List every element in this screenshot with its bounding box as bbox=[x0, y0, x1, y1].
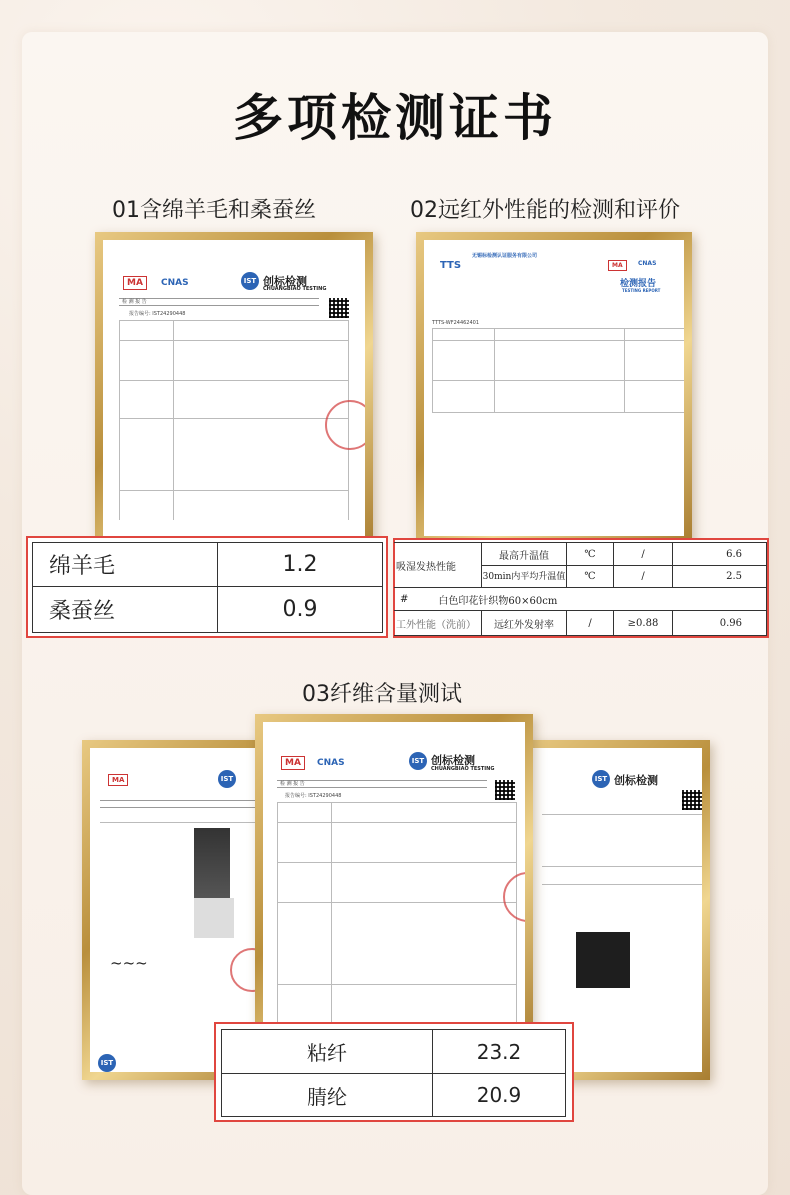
cert-label: 检测报告 bbox=[620, 279, 657, 289]
cnas-logo: CNAS bbox=[317, 758, 345, 768]
certificate-frame-1 bbox=[95, 232, 373, 550]
divider bbox=[331, 802, 332, 1022]
cert-number: TTTS-WF24462401 bbox=[432, 320, 480, 326]
table-cell-req: ≥0.88 bbox=[613, 610, 673, 636]
cnas-logo: CNAS bbox=[638, 260, 657, 267]
divider bbox=[432, 340, 684, 341]
tts-logo-icon: TTS bbox=[440, 260, 462, 271]
table-cell-value: 0.96 bbox=[672, 610, 767, 636]
row3-label: 工外性能（洗前） bbox=[394, 610, 482, 636]
section-title-01: 01含绵羊毛和桑蚕丝 bbox=[112, 198, 316, 223]
divider bbox=[100, 822, 270, 823]
report-header-bar bbox=[100, 800, 270, 808]
fiber-content-table bbox=[214, 1022, 574, 1122]
brand-name: 创标检测 bbox=[263, 275, 307, 288]
table-cell-unit: / bbox=[566, 610, 614, 636]
sample-photo bbox=[194, 898, 234, 938]
divider bbox=[277, 984, 517, 985]
ma-logo: MA bbox=[608, 260, 627, 271]
section-title-02: 02远红外性能的检测和评价 bbox=[410, 198, 680, 223]
divider bbox=[119, 320, 349, 321]
divider bbox=[119, 340, 349, 341]
divider bbox=[432, 328, 684, 329]
ma-logo: MA bbox=[281, 756, 305, 770]
wool-silk-table bbox=[26, 536, 388, 638]
table-cell-unit: ℃ bbox=[566, 542, 614, 566]
certificate-frame-2 bbox=[416, 232, 692, 544]
divider bbox=[542, 814, 702, 815]
certificate-document-1 bbox=[103, 240, 365, 542]
divider bbox=[542, 866, 702, 867]
divider bbox=[494, 328, 495, 412]
page-title: 多项检测证书 bbox=[233, 89, 557, 147]
cert-organization: 无锡标检测认证服务有限公司 bbox=[472, 253, 538, 259]
divider bbox=[119, 418, 349, 419]
divider bbox=[119, 490, 349, 491]
table-cell-req: / bbox=[613, 542, 673, 566]
divider bbox=[277, 802, 278, 1022]
report-header-bar: 检 测 报 告 bbox=[277, 780, 487, 788]
sample-prefix: # bbox=[400, 593, 409, 605]
group-label: 吸湿发热性能 bbox=[394, 542, 482, 588]
table-cell-label: 腈纶 bbox=[221, 1073, 433, 1117]
table-cell-req: / bbox=[613, 565, 673, 588]
divider bbox=[173, 320, 174, 520]
table-cell-item: 最高升温值 bbox=[481, 542, 567, 566]
table-cell-item: 30min内平均升温值 bbox=[481, 565, 567, 588]
cert-label-en: TESTING REPORT bbox=[622, 288, 661, 293]
fabric-sample-photo bbox=[576, 932, 630, 988]
brand-name-en: CHUANGBIAO TESTING bbox=[431, 766, 495, 772]
sample-photo bbox=[194, 828, 230, 898]
ist-logo-icon: IST bbox=[409, 752, 427, 770]
divider bbox=[432, 412, 684, 413]
certificate-document-2 bbox=[424, 240, 684, 536]
divider bbox=[119, 380, 349, 381]
ist-logo-icon: IST bbox=[241, 272, 259, 290]
table-cell-unit: ℃ bbox=[566, 565, 614, 588]
red-seal-stamp bbox=[325, 400, 365, 450]
divider bbox=[277, 802, 517, 803]
table-cell-value: 6.6 bbox=[672, 542, 767, 566]
red-seal-stamp bbox=[503, 872, 525, 922]
table-cell-label: 绵羊毛 bbox=[32, 542, 218, 587]
ist-logo-icon: IST bbox=[218, 770, 236, 788]
signature-image: ~~~ bbox=[110, 954, 148, 972]
ist-logo-icon: IST bbox=[98, 1054, 116, 1072]
cnas-logo: CNAS bbox=[161, 278, 189, 288]
divider bbox=[432, 380, 684, 381]
certificate-document-3b bbox=[263, 722, 525, 1046]
brand-name-en: CHUANGBIAO TESTING bbox=[263, 286, 327, 292]
table-cell-value: 23.2 bbox=[432, 1029, 566, 1074]
table-cell-value: 2.5 bbox=[672, 565, 767, 588]
report-number: 报告编号: IST24290448 bbox=[129, 311, 186, 317]
table-cell-label: 粘纤 bbox=[221, 1029, 433, 1074]
certificate-frame-3b bbox=[255, 714, 533, 1054]
brand-name: 创标检测 bbox=[614, 774, 658, 787]
report-number: 报告编号: IST24290448 bbox=[285, 793, 342, 799]
divider bbox=[277, 862, 517, 863]
sample-description: 白色印花针织物60×60cm bbox=[438, 595, 558, 607]
table-cell-value: 1.2 bbox=[217, 542, 383, 587]
divider bbox=[432, 328, 433, 412]
table-cell-value: 0.9 bbox=[217, 586, 383, 633]
table-cell-label: 桑蚕丝 bbox=[32, 586, 218, 633]
divider bbox=[119, 320, 120, 520]
ma-logo: MA bbox=[108, 774, 128, 786]
ma-logo: MA bbox=[123, 276, 147, 290]
divider bbox=[624, 328, 625, 412]
report-header-bar: 检 测 报 告 bbox=[119, 298, 319, 306]
qr-code-icon bbox=[495, 780, 515, 800]
divider bbox=[277, 902, 517, 903]
sample-row bbox=[394, 587, 767, 611]
ist-logo-icon: IST bbox=[592, 770, 610, 788]
far-infrared-table bbox=[393, 538, 769, 638]
qr-code-icon bbox=[682, 790, 702, 810]
divider bbox=[542, 884, 702, 885]
section-title-03: 03纤维含量测试 bbox=[302, 682, 462, 707]
table-cell-item: 远红外发射率 bbox=[481, 610, 567, 636]
divider bbox=[277, 822, 517, 823]
brand-name: 创标检测 bbox=[431, 754, 475, 767]
qr-code-icon bbox=[329, 298, 349, 318]
table-cell-value: 20.9 bbox=[432, 1073, 566, 1117]
